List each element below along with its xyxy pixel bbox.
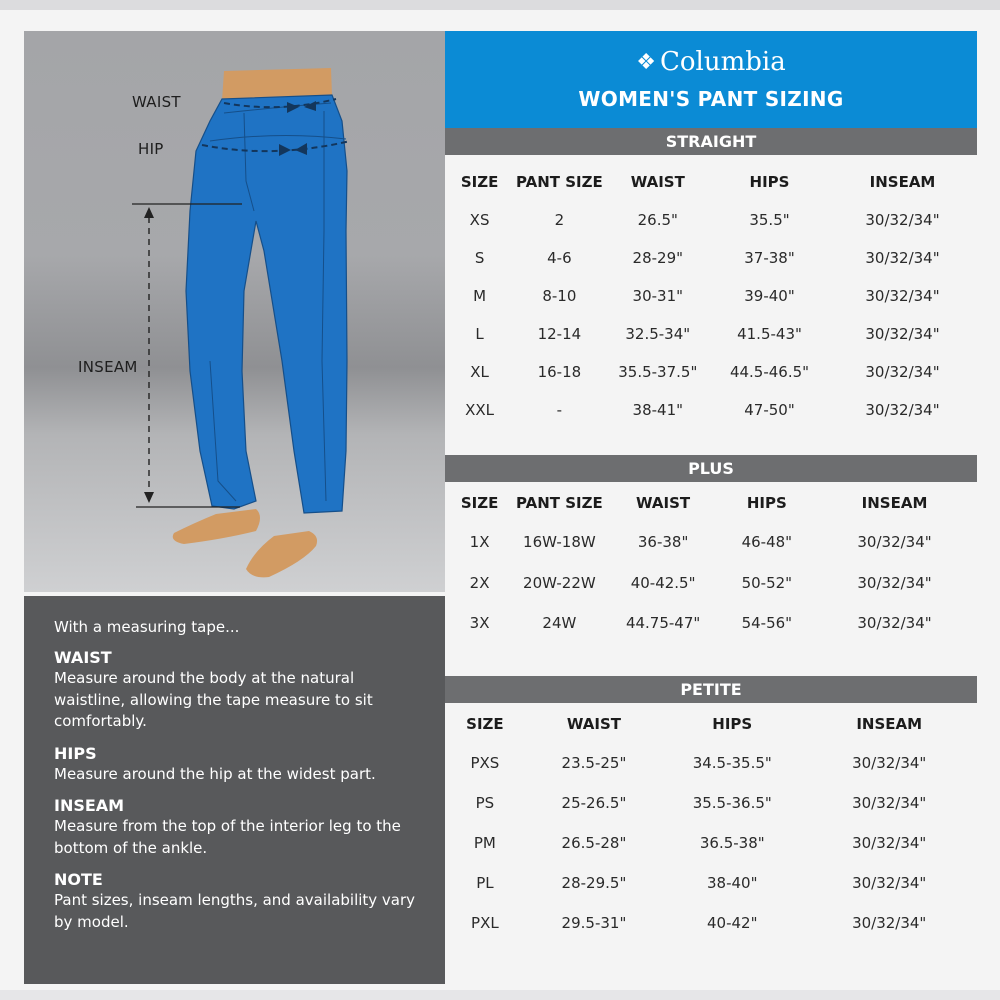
table-cell: PL bbox=[476, 873, 494, 892]
table-cell: 23.5-25" bbox=[561, 753, 627, 772]
section-petite-header: PETITE bbox=[445, 676, 977, 703]
table-cell: 8-10 bbox=[542, 287, 577, 305]
table-cell: - bbox=[556, 401, 563, 419]
column-header: WAIST bbox=[566, 714, 621, 733]
table-cell: PS bbox=[475, 793, 495, 812]
table-cell: 39-40" bbox=[744, 287, 795, 305]
table-cell: 34.5-35.5" bbox=[692, 753, 772, 772]
table-cell: 30/32/34" bbox=[865, 401, 940, 419]
table-cell: 28-29.5" bbox=[561, 873, 627, 892]
column-header: INSEAM bbox=[869, 173, 936, 191]
table-header-row bbox=[445, 484, 977, 522]
table-cell: 29.5-31" bbox=[561, 913, 627, 932]
table-cell: 38-41" bbox=[632, 401, 684, 419]
column-header: PANT SIZE bbox=[516, 173, 603, 191]
table-cell: 44.5-46.5" bbox=[729, 363, 810, 381]
table-cell: 2X bbox=[469, 573, 490, 592]
measuring-instructions bbox=[24, 596, 445, 984]
table-cell: 37-38" bbox=[744, 249, 795, 267]
table-row bbox=[445, 823, 977, 863]
table-row bbox=[445, 239, 977, 277]
table-cell: XXL bbox=[465, 401, 495, 419]
section-straight-header: STRAIGHT bbox=[445, 128, 977, 155]
instruction-title: WAIST bbox=[54, 648, 112, 667]
table-cell: 32.5-34" bbox=[625, 325, 691, 343]
table-cell: 38-40" bbox=[707, 873, 758, 892]
table-cell: 24W bbox=[542, 614, 577, 633]
table-cell: 35.5" bbox=[749, 211, 790, 229]
table-row bbox=[445, 277, 977, 315]
columbia-diamond-icon: ❖ bbox=[636, 49, 656, 75]
table-header-row bbox=[445, 163, 977, 201]
table-row bbox=[445, 563, 977, 604]
instruction-waist bbox=[54, 648, 417, 733]
table-row bbox=[445, 783, 977, 823]
table-cell: PXS bbox=[470, 753, 500, 772]
instruction-text: Measure around the body at the natural waistline, allowing the tape measure to sit comfortably. bbox=[54, 669, 373, 730]
table-cell: 28-29" bbox=[632, 249, 684, 267]
table-cell: PXL bbox=[471, 913, 499, 932]
table-cell: 36-38" bbox=[637, 533, 689, 552]
table-cell: 30-31" bbox=[632, 287, 684, 305]
brand-name: Columbia bbox=[660, 47, 786, 77]
plus-size-table bbox=[445, 484, 977, 644]
instruction-hips bbox=[54, 744, 417, 786]
table-cell: 44.75-47" bbox=[625, 614, 701, 633]
brand-logo bbox=[636, 47, 785, 77]
table-row bbox=[445, 201, 977, 239]
size-charts bbox=[445, 31, 977, 943]
straight-size-table bbox=[445, 163, 977, 429]
table-cell: 26.5" bbox=[637, 211, 678, 229]
table-cell: L bbox=[475, 325, 484, 343]
table-cell: 30/32/34" bbox=[852, 913, 927, 932]
table-cell: 41.5-43" bbox=[737, 325, 802, 343]
table-cell: 35.5-36.5" bbox=[692, 793, 772, 812]
table-cell: 1X bbox=[469, 533, 490, 552]
table-row bbox=[445, 522, 977, 563]
instruction-title: INSEAM bbox=[54, 796, 125, 815]
table-cell: 20W-22W bbox=[523, 573, 596, 592]
instruction-text: Measure from the top of the interior leg to the bottom of the ankle. bbox=[54, 817, 401, 857]
column-header: HIPS bbox=[712, 714, 753, 733]
table-cell: XL bbox=[470, 363, 489, 381]
table-cell: 4-6 bbox=[547, 249, 572, 267]
hip-label: HIP bbox=[138, 140, 164, 158]
section-plus-header: PLUS bbox=[445, 455, 977, 482]
column-header: PANT SIZE bbox=[516, 494, 603, 512]
table-cell: 40-42.5" bbox=[630, 573, 696, 592]
table-cell: XS bbox=[469, 211, 490, 229]
table-cell: 35.5-37.5" bbox=[618, 363, 698, 381]
column-header: WAIST bbox=[630, 173, 685, 191]
table-cell: 25-26.5" bbox=[561, 793, 627, 812]
pants-figure-icon bbox=[24, 31, 445, 592]
table-cell: 54-56" bbox=[741, 614, 793, 633]
instruction-note bbox=[54, 870, 417, 933]
top-border bbox=[0, 0, 1000, 10]
inseam-label: INSEAM bbox=[78, 358, 138, 376]
table-row bbox=[445, 603, 977, 644]
table-cell: 47-50" bbox=[744, 401, 795, 419]
table-row bbox=[445, 391, 977, 429]
table-cell: 30/32/34" bbox=[852, 833, 927, 852]
table-cell: 30/32/34" bbox=[865, 363, 940, 381]
table-cell: PM bbox=[473, 833, 496, 852]
measurement-illustration bbox=[24, 31, 445, 592]
table-cell: 16W-18W bbox=[523, 533, 596, 552]
bottom-border bbox=[0, 990, 1000, 1000]
column-header: HIPS bbox=[746, 494, 787, 512]
table-cell: 16-18 bbox=[537, 363, 582, 381]
column-header: SIZE bbox=[460, 494, 499, 512]
table-cell: 30/32/34" bbox=[865, 249, 940, 267]
instruction-text: Measure around the hip at the widest part. bbox=[54, 764, 376, 783]
table-row bbox=[445, 743, 977, 783]
column-header: INSEAM bbox=[861, 494, 928, 512]
page-title: WOMEN'S PANT SIZING bbox=[578, 87, 844, 111]
instructions-intro: With a measuring tape... bbox=[54, 618, 240, 636]
table-cell: 50-52" bbox=[741, 573, 793, 592]
table-cell: 3X bbox=[469, 614, 490, 633]
table-cell: 46-48" bbox=[741, 533, 793, 552]
table-cell: 30/32/34" bbox=[857, 573, 932, 592]
table-cell: 36.5-38" bbox=[699, 833, 765, 852]
waist-label: WAIST bbox=[132, 93, 181, 111]
table-header-row bbox=[445, 705, 977, 743]
instruction-text: Pant sizes, inseam lengths, and availability vary by model. bbox=[54, 891, 416, 931]
instruction-inseam bbox=[54, 796, 417, 859]
table-cell: 30/32/34" bbox=[852, 753, 927, 772]
table-cell: 30/32/34" bbox=[852, 873, 927, 892]
table-row bbox=[445, 903, 977, 943]
table-cell: 30/32/34" bbox=[857, 614, 932, 633]
table-cell: M bbox=[473, 287, 487, 305]
petite-size-table bbox=[445, 705, 977, 943]
table-cell: 30/32/34" bbox=[865, 287, 940, 305]
table-cell: 30/32/34" bbox=[857, 533, 932, 552]
column-header: INSEAM bbox=[856, 714, 923, 733]
table-cell: 30/32/34" bbox=[852, 793, 927, 812]
column-header: WAIST bbox=[636, 494, 691, 512]
column-header: HIPS bbox=[749, 173, 790, 191]
column-header: SIZE bbox=[466, 714, 504, 733]
table-row bbox=[445, 863, 977, 903]
table-cell: 30/32/34" bbox=[865, 325, 940, 343]
table-cell: 40-42" bbox=[707, 913, 758, 932]
table-cell: 12-14 bbox=[537, 325, 582, 343]
brand-header bbox=[445, 31, 977, 128]
column-header: SIZE bbox=[460, 173, 499, 191]
table-cell: S bbox=[474, 249, 485, 267]
table-cell: 30/32/34" bbox=[865, 211, 940, 229]
table-row bbox=[445, 353, 977, 391]
instruction-title: NOTE bbox=[54, 870, 103, 889]
table-row bbox=[445, 315, 977, 353]
table-cell: 2 bbox=[554, 211, 565, 229]
table-cell: 26.5-28" bbox=[561, 833, 627, 852]
instruction-title: HIPS bbox=[54, 743, 97, 763]
